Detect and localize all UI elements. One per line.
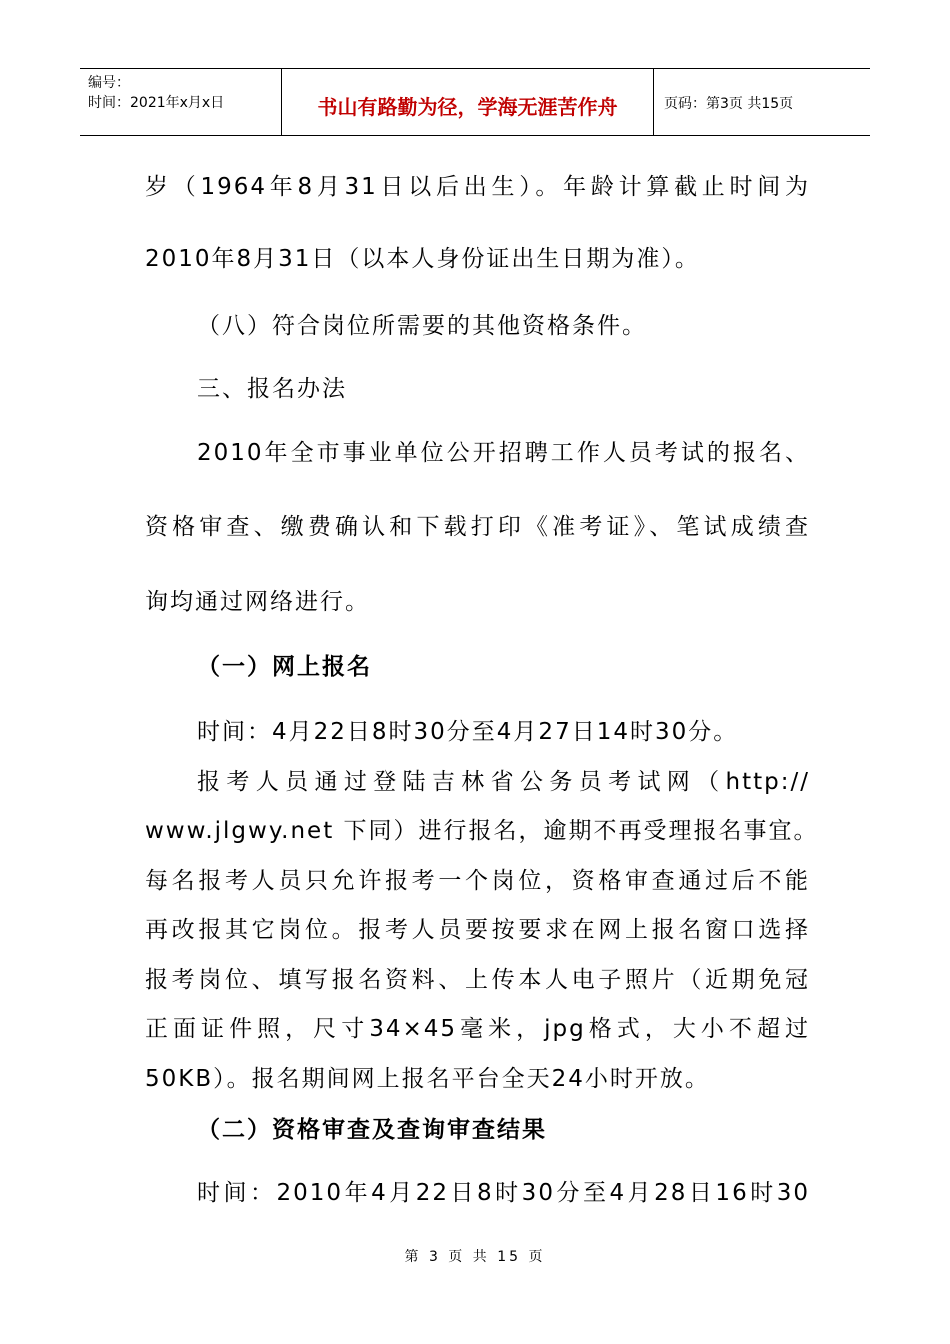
body-line: 资格审查、缴费确认和下载打印《准考证》、笔试成绩查 <box>145 514 810 540</box>
document-number-label: 编号： <box>88 75 130 91</box>
header-page-number: 页码：第3页 共15页 <box>664 96 794 112</box>
body-line: 报考岗位、填写报名资料、上传本人电子照片（近期免冠 <box>145 967 810 993</box>
body-line: （八）符合岗位所需要的其他资格条件。 <box>197 313 647 339</box>
body-line: 再改报其它岗位。报考人员要按要求在网上报名窗口选择 <box>145 917 810 943</box>
body-line: 询均通过网络进行。 <box>145 589 370 615</box>
body-line: www.jlgwy.net 下同）进行报名，逾期不再受理报名事宜。 <box>145 818 819 844</box>
body-line: 岁（1964年8月31日以后出生）。年龄计算截止时间为 <box>145 174 810 200</box>
page-footer: 第 3 页 共 15 页 <box>404 1249 546 1265</box>
subsection-heading: （一）网上报名 <box>197 654 372 680</box>
subsection-heading: （二）资格审查及查询审查结果 <box>197 1117 547 1143</box>
section-heading: 三、报名办法 <box>197 376 347 402</box>
header-motto: 书山有路勤为径，学海无涯苦作舟 <box>317 95 618 119</box>
body-line: 时间：2010年4月22日8时30分至4月28日16时30 <box>197 1180 810 1206</box>
body-line: 50KB）。报名期间网上报名平台全天24小时开放。 <box>145 1066 710 1092</box>
body-line: 每名报考人员只允许报考一个岗位，资格审查通过后不能 <box>145 868 810 894</box>
body-line: 正面证件照，尺寸34×45毫米，jpg格式，大小不超过 <box>145 1016 810 1042</box>
body-line: 时间：4月22日8时30分至4月27日14时30分。 <box>197 719 739 745</box>
body-line: 2010年全市事业单位公开招聘工作人员考试的报名、 <box>197 440 810 466</box>
document-time-label: 时间：2021年x月x日 <box>88 95 225 111</box>
body-line: 报考人员通过登陆吉林省公务员考试网（http:// <box>197 769 810 795</box>
body-line: 2010年8月31日（以本人身份证出生日期为准）。 <box>145 246 700 272</box>
